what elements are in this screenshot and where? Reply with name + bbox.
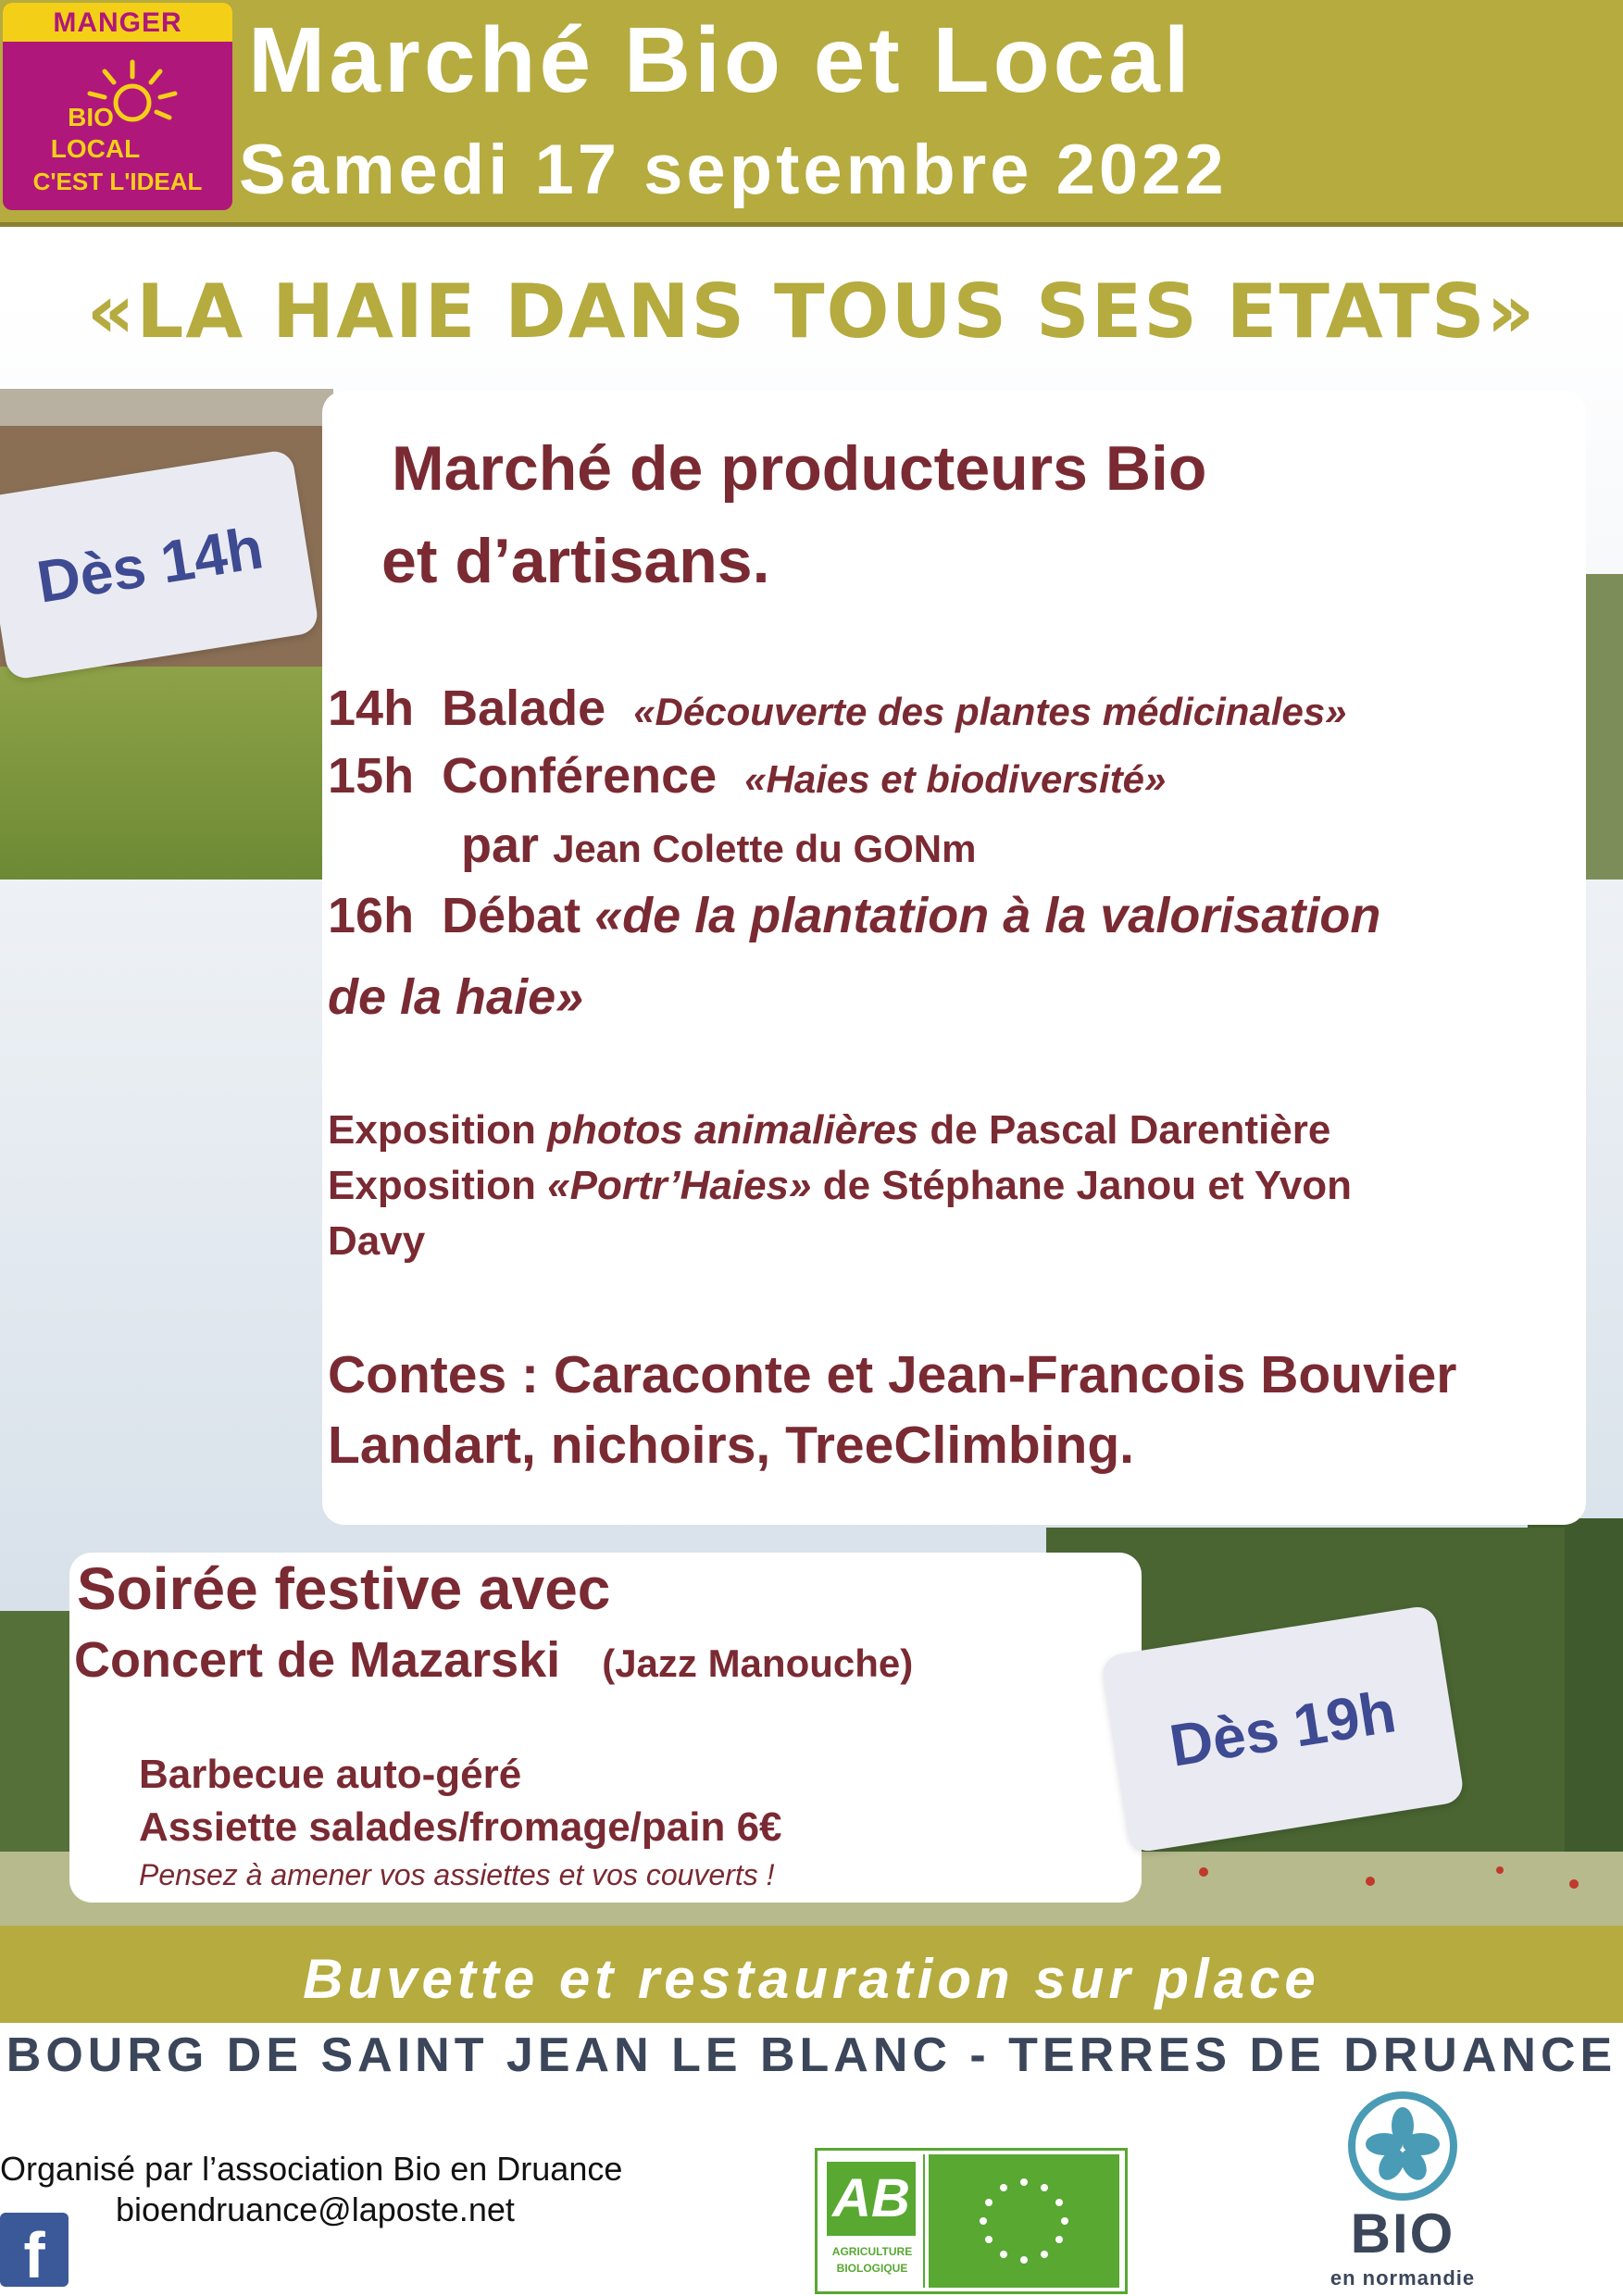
bio-en-normandie-logo <box>1315 2090 1518 2296</box>
plate-price-line: Assiette salades/fromage/pain 6€ <box>139 1804 782 1850</box>
program-row-2 <box>328 747 1166 805</box>
ab-text-line2: BIOLOGIQUE <box>836 2262 908 2275</box>
program-activity: Débat <box>442 888 581 943</box>
evening-program-card <box>69 1553 1142 1903</box>
program-speaker <box>461 817 976 874</box>
exhibition-title: «Portr’Haies» <box>547 1163 812 1208</box>
ab-mark: AB <box>827 2162 916 2236</box>
program-detail: «de la plantation à la valorisation <box>594 888 1381 943</box>
program-detail: «Découverte des plantes médicinales» <box>633 690 1347 733</box>
event-date: Samedi 17 septembre 2022 <box>239 131 1228 209</box>
concert-name: Concert de Mazarski <box>74 1632 561 1688</box>
refreshments-banner: Buvette et restauration sur place <box>303 1948 1320 2010</box>
program-detail-continued: de la haie» <box>328 969 584 1025</box>
eu-stars-leaf-icon <box>929 2154 1119 2288</box>
logo-manger-text: MANGER <box>53 7 182 38</box>
speaker-prefix: par <box>461 817 540 873</box>
program-activity: Conférence <box>442 748 718 804</box>
concert-line <box>74 1631 913 1689</box>
bion-main-text: BIO <box>1350 2202 1455 2265</box>
logo-local-text: LOCAL <box>50 134 141 163</box>
logo-ideal-text: C'EST L'IDEAL <box>32 168 203 195</box>
exhibition-2-continued: Davy <box>328 1218 426 1264</box>
exhibition-author: de Pascal Darentière <box>930 1107 1331 1153</box>
exhibition-prefix: Exposition <box>328 1107 536 1153</box>
bring-cutlery-note: Pensez à amener vos assiettes et vos couverts ! <box>139 1858 775 1891</box>
market-heading-line1: Marché de producteurs Bio <box>392 433 1207 504</box>
program-time: 14h <box>328 680 415 736</box>
exhibition-1 <box>328 1107 1330 1154</box>
program-time: 15h <box>328 748 415 804</box>
storytelling-line: Contes : Caraconte et Jean-Francois Bouvier <box>328 1345 1457 1404</box>
manger-bio-local-logo <box>3 3 232 210</box>
market-heading-line2: et d’artisans. <box>381 526 770 596</box>
event-theme: «LA HAIE DANS TOUS SES ETATS» <box>86 268 1537 355</box>
exhibition-title: photos animalières <box>547 1107 919 1153</box>
program-row-1 <box>328 680 1347 737</box>
logo-bio-text: BIO <box>68 103 114 131</box>
poster-title: Marché Bio et Local <box>248 8 1193 112</box>
header-rule <box>0 222 1623 227</box>
flower-icon <box>1292 2090 1495 2202</box>
activities-line: Landart, nichoirs, TreeClimbing. <box>328 1416 1134 1475</box>
program-time: 16h <box>328 888 415 943</box>
concert-genre: (Jazz Manouche) <box>602 1641 914 1685</box>
exhibition-author: de Stéphane Janou et Yvon <box>822 1163 1353 1208</box>
barbecue-line: Barbecue auto-géré <box>139 1752 522 1797</box>
program-row-3 <box>328 887 1380 944</box>
evening-start-badge: Dès 19h <box>1100 1604 1465 1853</box>
afternoon-start-badge: Dès 14h <box>0 449 320 681</box>
organizer-text: Organisé par l’association Bio en Druance <box>0 2150 623 2188</box>
afternoon-program-card <box>322 391 1586 1525</box>
exhibition-prefix: Exposition <box>328 1163 536 1208</box>
ab-organic-logo <box>815 2148 1128 2294</box>
ab-text-line1: AGRICULTURE <box>831 2245 913 2258</box>
contact-email[interactable]: bioendruance@laposte.net <box>116 2190 515 2228</box>
program-detail: «Haies et biodiversité» <box>744 757 1167 801</box>
ab-label-block <box>821 2154 925 2288</box>
facebook-icon[interactable]: f <box>0 2213 69 2287</box>
program-activity: Balade <box>442 680 606 736</box>
eu-organic-leaf-logo <box>929 2154 1119 2288</box>
exhibition-2 <box>328 1163 1352 1209</box>
bion-sub-text: en normandie <box>1330 2266 1476 2290</box>
event-location: BOURG DE SAINT JEAN LE BLANC - TERRES DE DRUANCE <box>6 2028 1617 2082</box>
evening-heading: Soirée festive avec <box>77 1555 611 1622</box>
speaker-name: Jean Colette du GONm <box>553 827 977 870</box>
